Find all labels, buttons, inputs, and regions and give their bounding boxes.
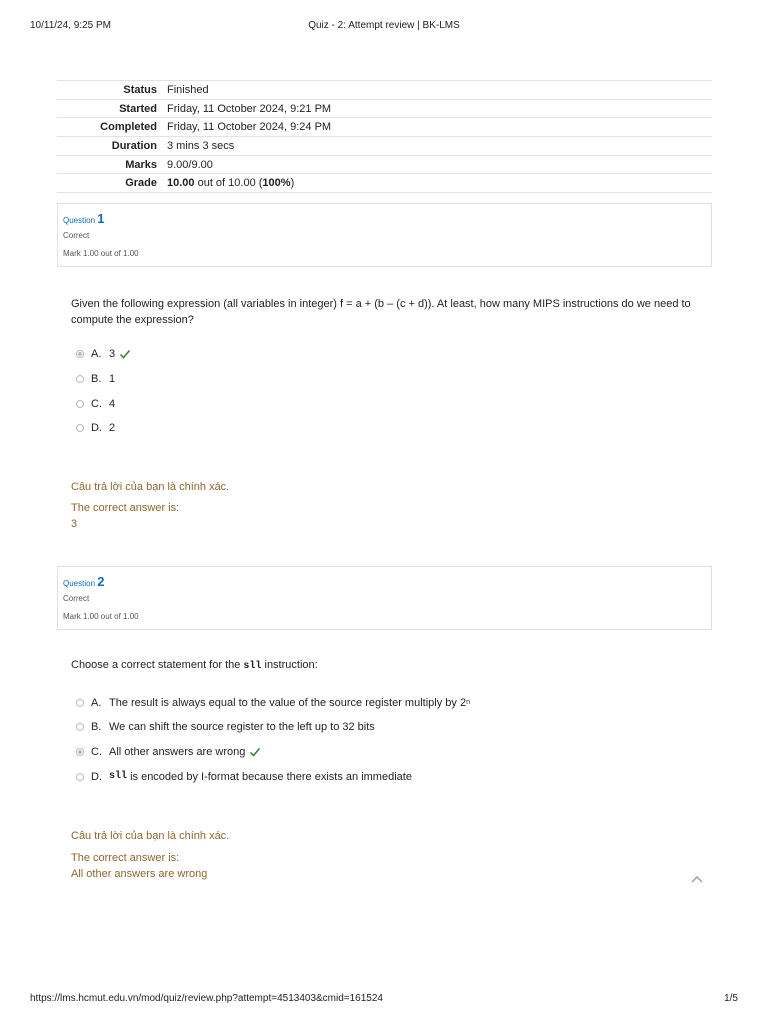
chevron-up-icon[interactable] <box>690 873 704 885</box>
grade-out-of: out of 10.00 ( <box>194 177 263 190</box>
question-2-correct-label: The correct answer is: <box>71 852 180 864</box>
summary-row-grade <box>57 174 712 193</box>
check-icon <box>119 348 131 360</box>
grade-percent: 100% <box>262 177 291 190</box>
option-text: 2 <box>109 422 116 434</box>
summary-value: Finished <box>167 81 712 100</box>
question-text-code: sll <box>243 661 262 672</box>
question-number <box>63 211 104 226</box>
summary-row-started <box>57 99 712 118</box>
question-mark: Mark 1.00 out of 1.00 <box>63 249 139 258</box>
option-text: 4 <box>109 398 116 410</box>
option-text: We can shift the source register to the left up to 32 bits <box>109 721 375 733</box>
summary-value: 9.00/9.00 <box>167 155 712 174</box>
question-2-option-b[interactable] <box>76 720 375 734</box>
radio-button[interactable] <box>76 773 84 781</box>
radio-button[interactable] <box>76 723 84 731</box>
option-letter: D. <box>91 771 102 783</box>
question-1-feedback: Câu trả lời của bạn là chính xác. <box>71 481 230 493</box>
question-2-correct-answer: All other answers are wrong <box>71 868 208 880</box>
radio-button[interactable] <box>76 350 84 358</box>
summary-label: Duration <box>57 137 167 156</box>
question-2-option-c[interactable] <box>76 745 261 759</box>
summary-label: Started <box>57 99 167 118</box>
summary-row-completed <box>57 118 712 137</box>
option-letter: C. <box>91 398 102 410</box>
question-state: Correct <box>63 231 90 240</box>
question-1-option-c[interactable] <box>76 397 115 411</box>
option-letter: D. <box>91 422 102 434</box>
question-1-option-a[interactable] <box>76 347 131 361</box>
option-text: is encoded by I-format because there exists an immediate <box>127 771 412 783</box>
radio-button[interactable] <box>76 400 84 408</box>
radio-button[interactable] <box>76 748 84 756</box>
summary-value <box>167 174 712 193</box>
question-state: Correct <box>63 594 90 603</box>
question-1-option-b[interactable] <box>76 372 115 386</box>
print-datetime: 10/11/24, 9:25 PM <box>30 20 111 31</box>
question-2-option-a[interactable] <box>76 696 470 710</box>
question-2-info <box>57 566 712 630</box>
print-footer <box>30 993 738 1007</box>
question-prefix: Question <box>63 579 98 588</box>
question-1-info <box>57 203 712 267</box>
grade-close: ) <box>290 177 295 190</box>
attempt-summary-table <box>57 80 712 193</box>
summary-label: Status <box>57 81 167 100</box>
question-mark: Mark 1.00 out of 1.00 <box>63 612 139 621</box>
summary-label: Grade <box>57 174 167 193</box>
print-page-title: Quiz - 2: Attempt review | BK-LMS <box>308 20 460 31</box>
question-number-value: 1 <box>97 211 105 226</box>
option-code: sll <box>109 771 128 782</box>
print-page-number: 1/5 <box>724 993 738 1004</box>
summary-label: Completed <box>57 118 167 137</box>
summary-row-marks <box>57 155 712 174</box>
print-url: https://lms.hcmut.edu.vn/mod/quiz/review.php?attempt=4513403&cmid=161524 <box>30 993 383 1004</box>
option-text: The result is always equal to the value of the source register multiply by 2 <box>109 697 467 709</box>
check-icon <box>249 746 261 758</box>
question-2-text <box>71 657 691 675</box>
question-2-feedback: Câu trả lời của bạn là chính xác. <box>71 830 230 842</box>
option-letter: A. <box>91 697 102 709</box>
radio-button[interactable] <box>76 424 84 432</box>
option-letter: B. <box>91 373 102 385</box>
question-number-value: 2 <box>97 574 105 589</box>
grade-score: 10.00 <box>167 177 195 190</box>
print-header <box>30 20 738 34</box>
option-text: All other answers are wrong <box>109 746 246 758</box>
summary-row-duration <box>57 137 712 156</box>
option-text: 3 <box>109 348 116 360</box>
option-text: 1 <box>109 373 116 385</box>
radio-button[interactable] <box>76 375 84 383</box>
option-letter: A. <box>91 348 102 360</box>
option-superscript: n <box>466 699 470 706</box>
question-1-correct-label: The correct answer is: <box>71 502 180 514</box>
summary-label: Marks <box>57 155 167 174</box>
summary-value: 3 mins 3 secs <box>167 137 712 156</box>
question-text-before: Choose a correct statement for the <box>71 659 244 671</box>
radio-button[interactable] <box>76 699 84 707</box>
question-text-after: instruction: <box>261 659 318 671</box>
summary-value: Friday, 11 October 2024, 9:24 PM <box>167 118 712 137</box>
question-1-option-d[interactable] <box>76 421 115 435</box>
question-1-text: Given the following expression (all variables in integer) f = a + (b – (c + d)). At least, how many MIPS instructions do we need to compute the expression? <box>71 298 691 326</box>
question-1-correct-answer: 3 <box>71 518 78 530</box>
option-letter: B. <box>91 721 102 733</box>
question-number <box>63 574 104 589</box>
question-prefix: Question <box>63 216 98 225</box>
summary-row-status <box>57 81 712 100</box>
summary-value: Friday, 11 October 2024, 9:21 PM <box>167 99 712 118</box>
option-letter: C. <box>91 746 102 758</box>
question-2-option-d[interactable] <box>76 770 412 784</box>
